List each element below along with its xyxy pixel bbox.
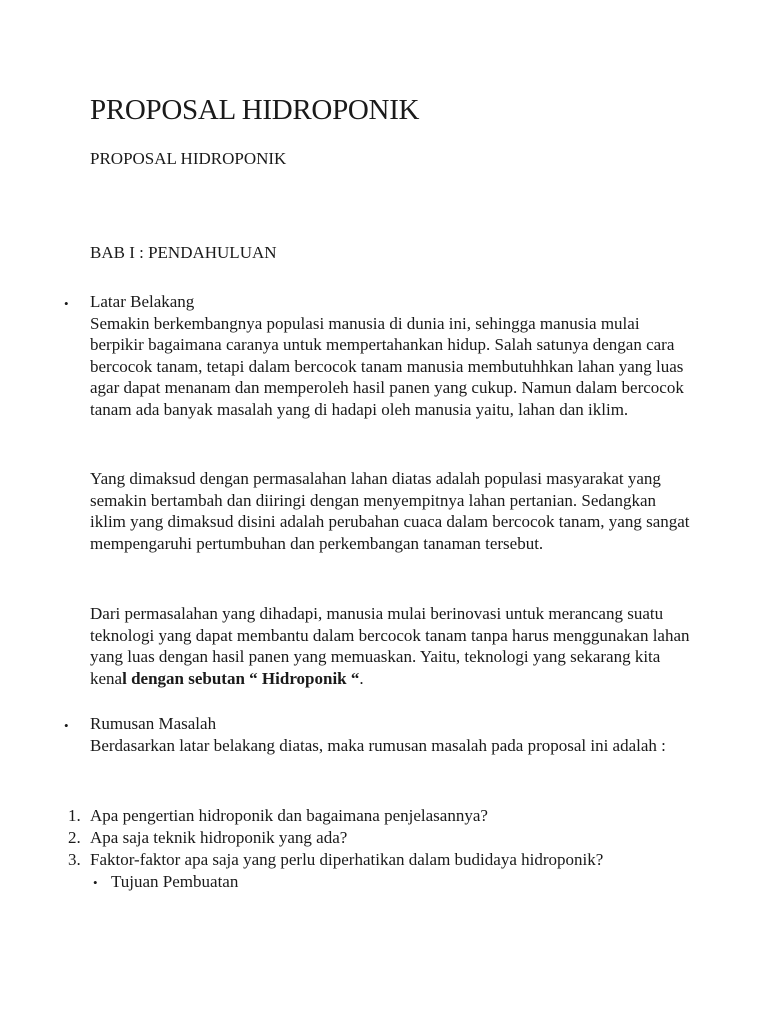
list-item: Faktor-faktor apa saja yang perlu diperhatikan dalam budidaya hidroponik? [90, 850, 604, 869]
list-item: Apa saja teknik hidroponik yang ada? [90, 828, 348, 847]
paragraph-lahan-iklim [90, 468, 690, 554]
section-rumusan-masalah [90, 713, 690, 756]
document-title: PROPOSAL HIDROPONIK [90, 94, 420, 126]
section-heading: Latar Belakang [90, 292, 195, 311]
paragraph-text [90, 603, 690, 689]
section-latar-belakang [90, 291, 690, 420]
list-number: 3. [68, 850, 81, 869]
bullet-marker: • [64, 718, 69, 733]
sub-heading: Tujuan Pembuatan [111, 872, 239, 891]
document-subtitle: PROPOSAL HIDROPONIK [90, 149, 287, 168]
list-number: 2. [68, 828, 81, 847]
list-item: Apa pengertian hidroponik dan bagaimana penjelasannya? [90, 806, 488, 825]
section-heading: Rumusan Masalah [90, 714, 217, 733]
paragraph-text-normal: Dari permasalahan yang dihadapi, manusia mulai berinovasi untuk merancang suatu teknologi yang dapat membantu dalam bercocok tanam tanpa harus menggunakan lahan yang luas dengan hasil panen yang memuaskan. Yaitu, teknologi yang sekarang kita kena [90, 604, 690, 688]
bullet-marker: • [64, 296, 69, 311]
bullet-marker: • [93, 875, 98, 890]
section-paragraph: Semakin berkembangnya populasi manusia di dunia ini, sehingga manusia mulai berpikir bagaimana caranya untuk mempertahankan hidup. Salah satunya dengan cara bercocok tanam, tetapi dalam bercocok tanam manusia membutuhhkan lahan yang luas agar dapat menanam dan memperoleh hasil panen yang cukup. Namun dalam bercocok tanam ada banyak masalah yang di hadapi oleh manusia yaitu, lahan dan iklim. [90, 313, 684, 419]
chapter-heading: BAB I : PENDAHULUAN [90, 243, 277, 262]
paragraph-inovasi [90, 603, 690, 689]
list-number: 1. [68, 806, 81, 825]
paragraph-text-bold: l dengan sebutan “ Hidroponik “ [122, 668, 360, 688]
section-paragraph: Berdasarkan latar belakang diatas, maka rumusan masalah pada proposal ini adalah : [90, 735, 666, 755]
paragraph-text: Yang dimaksud dengan permasalahan lahan diatas adalah populasi masyarakat yang semakin bertambah dan diiringi dengan menyempitnya lahan pertanian. Sedangkan iklim yang dimaksud disini adalah perubahan cuaca dalam bercocok tanam, yang sangat mempengaruhi pertumbuhan dan perkembangan tanaman tersebut. [90, 469, 690, 553]
paragraph-text-end: . [359, 668, 364, 688]
